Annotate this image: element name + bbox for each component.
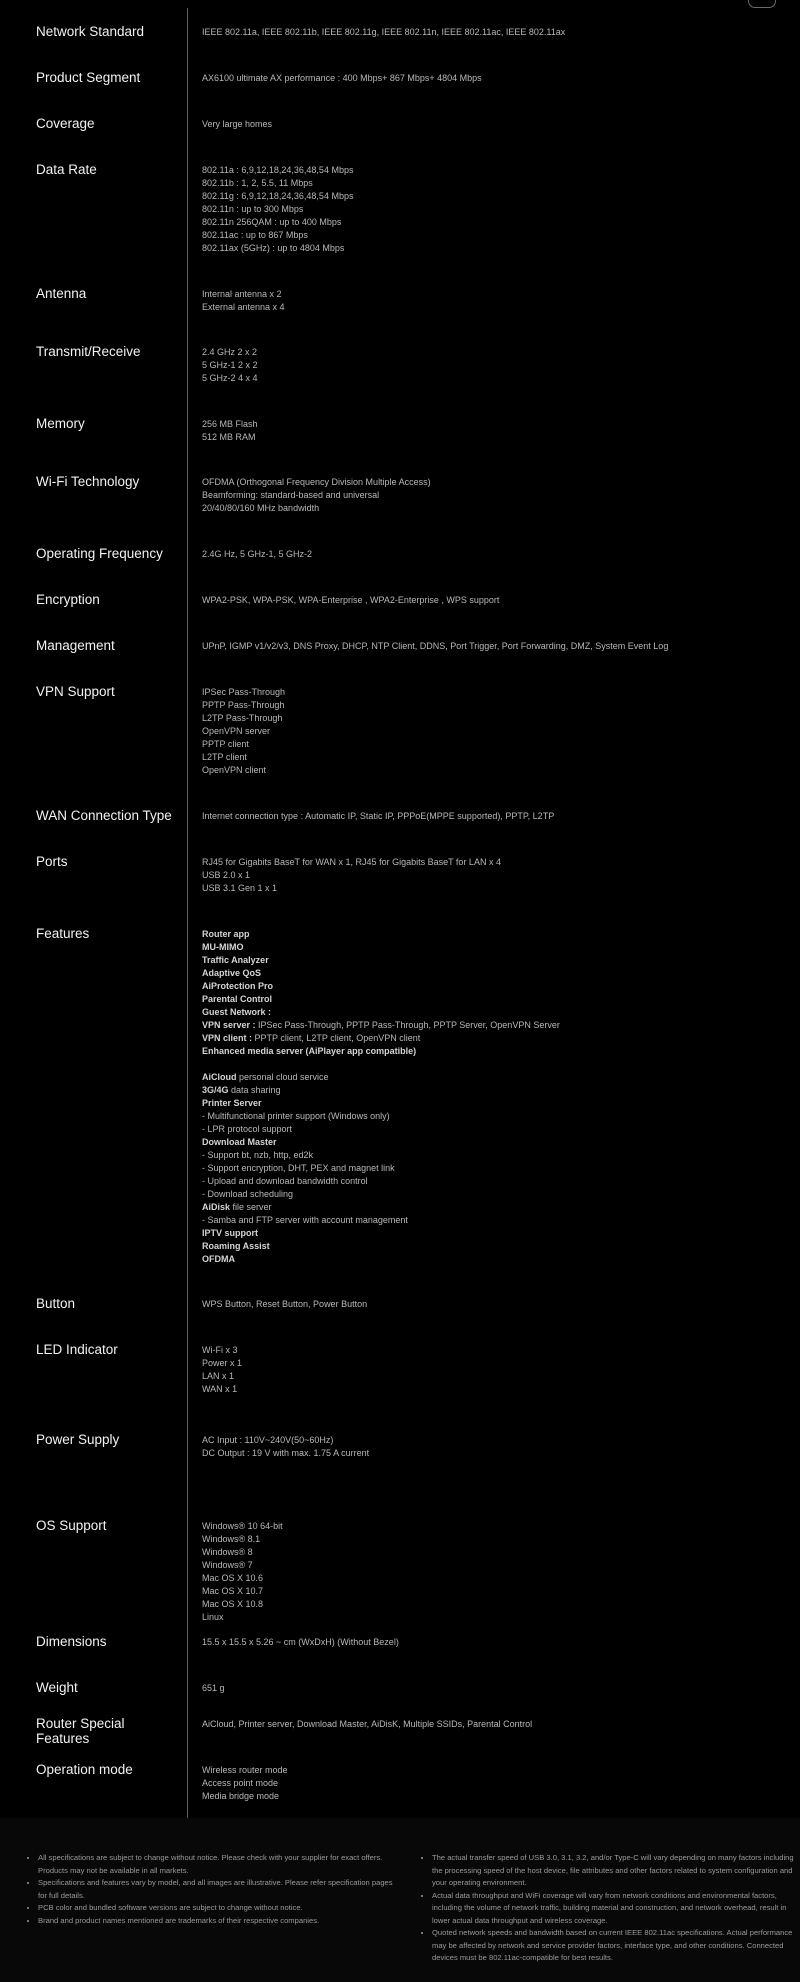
feature-line (202, 1123, 782, 1136)
feature-detail: data sharing (228, 1085, 281, 1095)
spec-value-line: LAN x 1 (202, 1371, 235, 1381)
spec-value-line: UPnP, IGMP v1/v2/v3, DNS Proxy, DHCP, NTP Client, DDNS, Port Trigger, Port Forwarding, DMZ, System Event Log (202, 641, 669, 651)
spec-value (202, 346, 782, 385)
spec-value (202, 164, 782, 255)
spec-value-line: Access point mode (202, 1778, 279, 1788)
spec-value-line: WAN x 1 (202, 1384, 238, 1394)
spec-value-line: 802.11ac : up to 867 Mbps (202, 230, 308, 240)
spec-value-line: 2.4 GHz 2 x 2 (202, 347, 258, 357)
feature-name: Printer Server (202, 1098, 262, 1108)
spec-value (202, 26, 782, 39)
feature-name: AiProtection Pro (202, 981, 274, 991)
disclaimer-item: • Quoted network speeds and bandwidth based on current IEEE 802.11ac specifications. Actual performance may be affected by network and service provider factors, interface type, and other conditions. Connected devices must be 802.11ac-compatible for best results. (432, 1927, 794, 1965)
feature-detail: file server (230, 1202, 272, 1212)
spec-label: Transmit/Receive (36, 344, 141, 359)
spec-label: Power Supply (36, 1432, 120, 1447)
spec-value-line: Windows® 8 (202, 1547, 253, 1557)
feature-detail: personal cloud service (236, 1072, 329, 1082)
spec-value (202, 1636, 782, 1649)
spec-value-line: AiCloud, Printer server, Download Master, AiDisK, Multiple SSIDs, Parental Control (202, 1719, 533, 1729)
spec-value (202, 1344, 782, 1396)
spec-value-line: Very large homes (202, 119, 273, 129)
feature-detail: - Download scheduling (202, 1189, 294, 1199)
feature-line (202, 1136, 782, 1149)
spec-label: Data Rate (36, 162, 97, 177)
spec-value-line: IEEE 802.11a, IEEE 802.11b, IEEE 802.11g, IEEE 802.11n, IEEE 802.11ac, IEEE 802.11ax (202, 27, 566, 37)
spec-value-line: 802.11n 256QAM : up to 400 Mbps (202, 217, 342, 227)
spec-value-line: WPA2-PSK, WPA-PSK, WPA-Enterprise , WPA2-Enterprise , WPS support (202, 595, 500, 605)
feature-line (202, 1253, 782, 1266)
spec-value-line: Windows® 8.1 (202, 1534, 261, 1544)
feature-line (202, 1006, 782, 1019)
spec-label: WAN Connection Type (36, 808, 172, 823)
feature-name: Adaptive QoS (202, 968, 262, 978)
feature-name: MU-MIMO (202, 942, 244, 952)
spec-value-line: Power x 1 (202, 1358, 243, 1368)
spec-value (202, 856, 782, 895)
brand-logo-icon (748, 0, 776, 8)
spec-label: Operation mode (36, 1762, 133, 1777)
feature-detail: - Upload and download bandwidth control (202, 1176, 368, 1186)
feature-line (202, 1188, 782, 1201)
spec-value-line: Internal antenna x 2 (202, 289, 282, 299)
feature-name: IPTV support (202, 1228, 258, 1238)
disclaimer-list-left (24, 1852, 402, 1927)
spec-value (202, 928, 782, 1266)
spec-label: Coverage (36, 116, 95, 131)
spec-label: Ports (36, 854, 68, 869)
feature-line (202, 1019, 782, 1032)
feature-line (202, 1227, 782, 1240)
spec-value-line: 20/40/80/160 MHz bandwidth (202, 503, 320, 513)
spec-value (202, 1298, 782, 1311)
spec-label: Features (36, 926, 90, 941)
spec-label: Product Segment (36, 70, 141, 85)
feature-line (202, 1149, 782, 1162)
feature-detail: IPSec Pass-Through, PPTP Pass-Through, PPTP Server, OpenVPN Server (255, 1020, 560, 1030)
spec-value-line: DC Output : 19 V with max. 1.75 A current (202, 1448, 370, 1458)
spec-value-line: OpenVPN client (202, 765, 267, 775)
feature-name: OFDMA (202, 1254, 235, 1264)
spec-value-line: AX6100 ultimate AX performance : 400 Mbps+ 867 Mbps+ 4804 Mbps (202, 73, 482, 83)
feature-line (202, 1032, 782, 1045)
feature-name: Roaming Assist (202, 1241, 270, 1251)
feature-line (202, 1175, 782, 1188)
spec-value-line: Media bridge mode (202, 1791, 280, 1801)
feature-line (202, 1214, 782, 1227)
spec-value-line: External antenna x 4 (202, 302, 285, 312)
spec-value (202, 476, 782, 515)
spec-label: VPN Support (36, 684, 115, 699)
feature-name: VPN client : (202, 1033, 253, 1043)
feature-name: 3G/4G (202, 1085, 229, 1095)
spec-value-line: IPSec Pass-Through (202, 687, 286, 697)
feature-detail: - Support bt, nzb, http, ed2k (202, 1150, 314, 1160)
spec-value-line: WPS Button, Reset Button, Power Button (202, 1299, 368, 1309)
spec-value-line: 802.11ax (5GHz) : up to 4804 Mbps (202, 243, 345, 253)
spec-label: Memory (36, 416, 85, 431)
spec-value-line: AC Input : 110V~240V(50~60Hz) (202, 1435, 334, 1445)
feature-name: Guest Network : (202, 1007, 272, 1017)
feature-line (202, 941, 782, 954)
spec-value-line: 802.11n : up to 300 Mbps (202, 204, 304, 214)
spec-label: Antenna (36, 286, 87, 301)
spec-value-line: 802.11b : 1, 2, 5.5, 11 Mbps (202, 178, 313, 188)
feature-line (202, 1240, 782, 1253)
spec-value-line: 651 g (202, 1683, 225, 1693)
spec-value (202, 1764, 782, 1803)
spec-label: LED Indicator (36, 1342, 118, 1357)
feature-line (202, 928, 782, 941)
spec-value-line: PPTP client (202, 739, 249, 749)
spec-value (202, 118, 782, 131)
spec-value-line: USB 3.1 Gen 1 x 1 (202, 883, 278, 893)
spacer (202, 1058, 782, 1071)
spec-value-line: 5 GHz-2 4 x 4 (202, 373, 258, 383)
feature-name: VPN server : (202, 1020, 256, 1030)
spec-label: Network Standard (36, 24, 145, 39)
spec-value-line: USB 2.0 x 1 (202, 870, 251, 880)
spec-label: Management (36, 638, 115, 653)
spec-value (202, 1682, 782, 1695)
spec-value-line: Mac OS X 10.8 (202, 1599, 264, 1609)
spec-value-line: RJ45 for Gigabits BaseT for WAN x 1, RJ45 for Gigabits BaseT for LAN x 4 (202, 857, 501, 867)
spec-value-line: 256 MB Flash (202, 419, 258, 429)
feature-line (202, 1045, 782, 1058)
disclaimer-item: • Actual data throughput and WiFi coverage will vary from network conditions and environmental factors, including the volume of network traffic, building material and construction, and network overhead, result in lower actual data throughput and wireless coverage. (432, 1890, 794, 1928)
spec-value-line: 802.11a : 6,9,12,18,24,36,48,54 Mbps (202, 165, 354, 175)
spec-value (202, 810, 782, 823)
feature-detail: - LPR protocol support (202, 1124, 293, 1134)
feature-line (202, 967, 782, 980)
spec-value-line: L2TP client (202, 752, 247, 762)
feature-line (202, 980, 782, 993)
column-divider (187, 8, 188, 1818)
spec-value (202, 418, 782, 444)
feature-line (202, 1162, 782, 1175)
disclaimer-item: • Brand and product names mentioned are trademarks of their respective companies. (38, 1915, 402, 1928)
spec-value-line: Windows® 10 64-bit (202, 1521, 283, 1531)
disclaimer-item: • The actual transfer speed of USB 3.0, 3.1, 3.2, and/or Type-C will vary depending on many factors including the processing speed of the host device, file attributes and other factors related to system configuration and your operating environment. (432, 1852, 794, 1890)
feature-name: AiCloud (202, 1072, 237, 1082)
feature-name: Parental Control (202, 994, 273, 1004)
spec-value-line: Windows® 7 (202, 1560, 253, 1570)
spec-label: OS Support (36, 1518, 107, 1533)
spec-value-line: 15.5 x 15.5 x 5.26 ~ cm (WxDxH) (Without Bezel) (202, 1637, 399, 1647)
spec-value-line: Linux (202, 1612, 224, 1622)
spec-value-line: L2TP Pass-Through (202, 713, 283, 723)
feature-name: AiDisk (202, 1202, 231, 1212)
feature-line (202, 1110, 782, 1123)
disclaimer-footer (0, 1818, 800, 1982)
feature-line (202, 993, 782, 1006)
feature-line (202, 1071, 782, 1084)
spec-value (202, 1718, 782, 1731)
spec-label: Encryption (36, 592, 100, 607)
disclaimer-list-right (418, 1852, 794, 1965)
spec-value (202, 1520, 782, 1624)
spec-value-line: Internet connection type : Automatic IP, Static IP, PPPoE(MPPE supported), PPTP, L2TP (202, 811, 555, 821)
feature-name: Download Master (202, 1137, 277, 1147)
spec-value-line: 2.4G Hz, 5 GHz-1, 5 GHz-2 (202, 549, 313, 559)
spec-value-line: 5 GHz-1 2 x 2 (202, 360, 258, 370)
feature-line (202, 1201, 782, 1214)
spec-value-line: OFDMA (Orthogonal Frequency Division Multiple Access) (202, 477, 431, 487)
spec-value (202, 548, 782, 561)
disclaimer-item: • Specifications and features vary by model, and all images are illustrative. Please refer specification pages for full details. (38, 1877, 402, 1902)
spec-label: Dimensions (36, 1634, 107, 1649)
feature-name: Enhanced media server (AiPlayer app compatible) (202, 1046, 417, 1056)
feature-name: Traffic Analyzer (202, 955, 269, 965)
disclaimer-item: • PCB color and bundled software versions are subject to change without notice. (38, 1902, 402, 1915)
spec-value-line: PPTP Pass-Through (202, 700, 285, 710)
spec-value (202, 288, 782, 314)
spec-value-line: 512 MB RAM (202, 432, 256, 442)
spec-value-line: Wi-Fi x 3 (202, 1345, 238, 1355)
spec-label: Weight (36, 1680, 78, 1695)
disclaimer-item: • All specifications are subject to change without notice. Please check with your supplier for exact offers. Products may not be available in all markets. (38, 1852, 402, 1877)
feature-line (202, 1084, 782, 1097)
spec-label: Wi-Fi Technology (36, 474, 140, 489)
spec-value (202, 594, 782, 607)
spec-value-line: Mac OS X 10.7 (202, 1586, 264, 1596)
feature-detail: - Samba and FTP server with account management (202, 1215, 408, 1225)
feature-line (202, 954, 782, 967)
spec-label: Button (36, 1296, 76, 1311)
spec-value (202, 72, 782, 85)
feature-line (202, 1097, 782, 1110)
spec-value (202, 686, 782, 777)
feature-detail: PPTP client, L2TP client, OpenVPN client (252, 1033, 421, 1043)
spec-value (202, 1434, 782, 1460)
spec-value-line: 802.11g : 6,9,12,18,24,36,48,54 Mbps (202, 191, 354, 201)
spec-value-line: Mac OS X 10.6 (202, 1573, 264, 1583)
feature-detail: - Multifunctional printer support (Windows only) (202, 1111, 390, 1121)
feature-detail: - Support encryption, DHT, PEX and magnet link (202, 1163, 395, 1173)
spec-value-line: OpenVPN server (202, 726, 271, 736)
spec-value (202, 640, 782, 653)
spec-value-line: Beamforming: standard-based and universal (202, 490, 380, 500)
spec-value-line: Wireless router mode (202, 1765, 288, 1775)
feature-name: Router app (202, 929, 250, 939)
spec-label: Router Special Features (36, 1716, 125, 1746)
spec-label: Operating Frequency (36, 546, 163, 561)
